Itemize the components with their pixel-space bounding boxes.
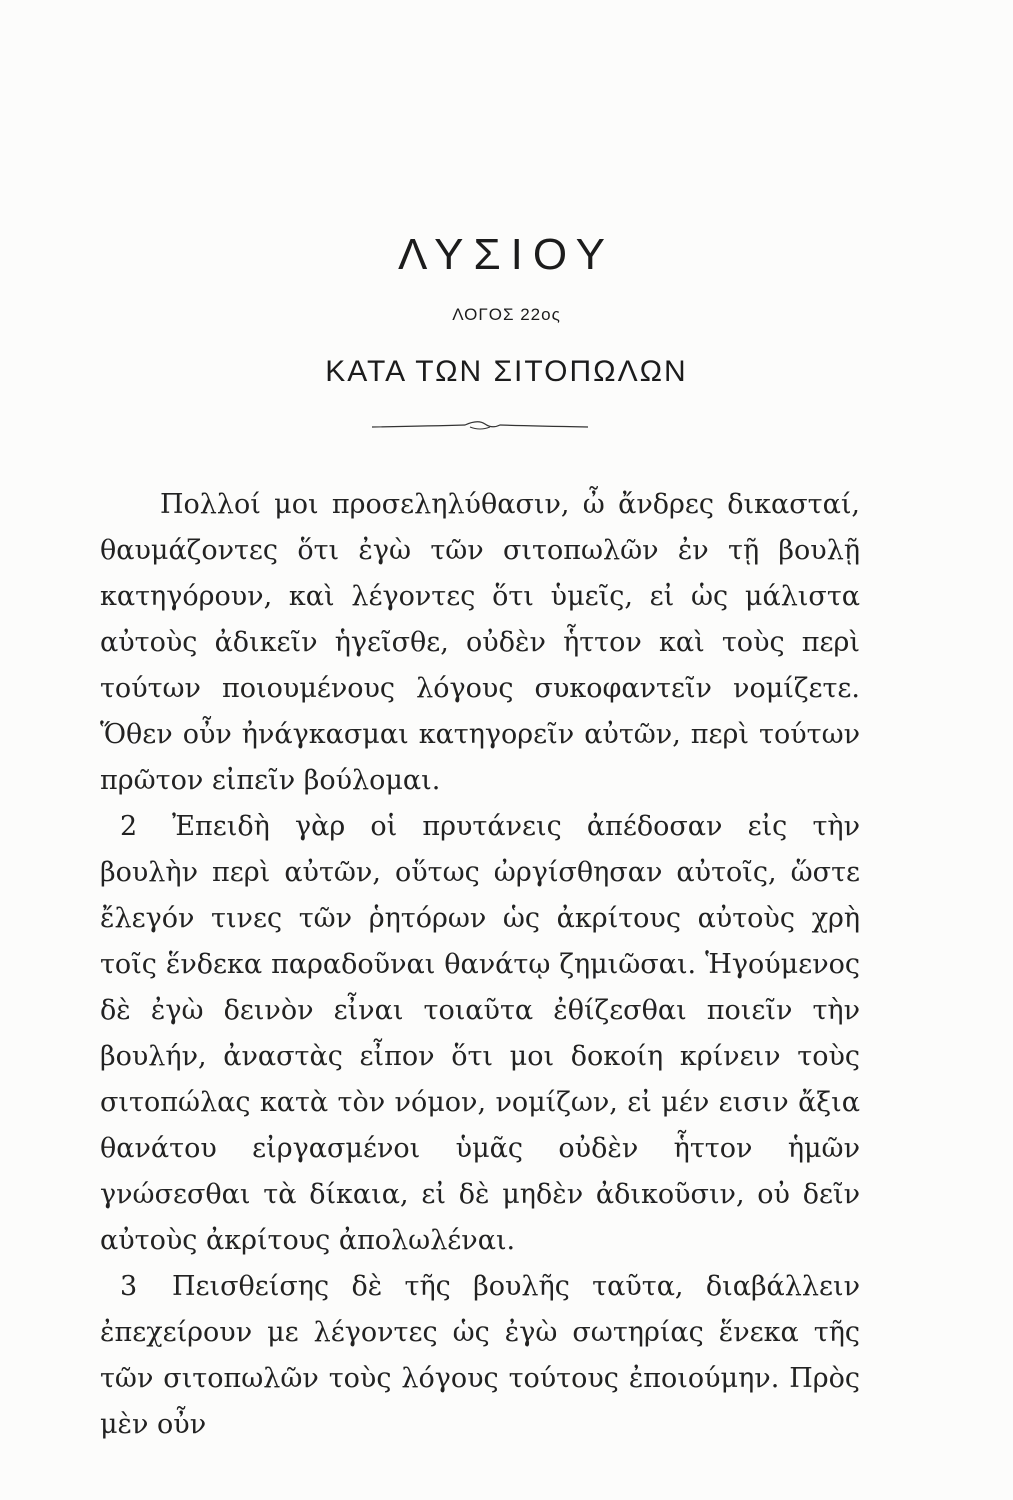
main-text (100, 482, 860, 1448)
speech-number: ΛΟΓΟΣ 22ος (452, 305, 561, 324)
paragraph-3 (100, 1264, 860, 1448)
paragraph-1-text: Πολλοί μοι προσεληλύθασιν, ὦ ἄνδρες δικασταί, θαυμάζοντες ὅτι ἐγὼ τῶν σιτοπωλῶν ἐν τῇ βουλῇ κατηγόρουν, καὶ λέγοντες ὅτι ὑμεῖς, εἰ ὡς μάλιστα αὐτοὺς ἀδικεῖν ἡγεῖσθε, οὐδὲν ἧττον καὶ τοὺς περὶ τούτων ποιουμένους λόγους συκοφαντεῖν νομίζετε. Ὅθεν οὖν ἠνάγκασμαι κατηγορεῖν αὐτῶν, περὶ τούτων πρῶτον εἰπεῖν βούλομαι. (100, 489, 860, 796)
author-heading: ΛΥΣΙΟΥ (397, 230, 616, 279)
section-number-3: 3 (120, 1271, 138, 1302)
paragraph-2 (100, 804, 860, 1264)
paragraph-1 (100, 482, 860, 804)
section-number-2: 2 (120, 811, 138, 842)
decorative-rule (370, 418, 590, 434)
paragraph-2-text: Ἐπειδὴ γὰρ οἱ πρυτάνεις ἀπέδοσαν εἰς τὴν βουλὴν περὶ αὐτῶν, οὕτως ὠργίσθησαν αὐτοῖς, ὥστε ἔλεγόν τινες τῶν ῥητόρων ὡς ἀκρίτους αὐτοὺς χρὴ τοῖς ἕνδεκα παραδοῦναι θανάτῳ ζημιῶσαι. Ἡγούμενος δὲ ἐγὼ δεινὸν εἶναι τοιαῦτα ἐθίζεσθαι ποιεῖν τὴν βουλήν, ἀναστὰς εἶπον ὅτι μοι δοκοίη κρίνειν τοὺς σιτοπώλας κατὰ τὸν νόμον, νομίζων, εἰ μέν εισιν ἄξια θανάτου εἰργασμένοι ὑμᾶς οὐδὲν ἧττον ἡμῶν γνώσεσθαι τὰ δίκαια, εἰ δὲ μηδὲν ἀδικοῦσιν, οὐ δεῖν αὐτοὺς ἀκρίτους ἀπολωλέναι. (100, 811, 860, 1256)
speech-title: ΚΑΤΑ ΤΩΝ ΣΙΤΟΠΩΛΩΝ (325, 355, 688, 388)
paragraph-3-text: Πεισθείσης δὲ τῆς βουλῆς ταῦτα, διαβάλλειν ἐπεχείρουν με λέγοντες ὡς ἐγὼ σωτηρίας ἕνεκα τῆς τῶν σιτοπωλῶν τοὺς λόγους τούτους ἐποιούμην. Πρὸς μὲν οὖν (100, 1271, 860, 1440)
